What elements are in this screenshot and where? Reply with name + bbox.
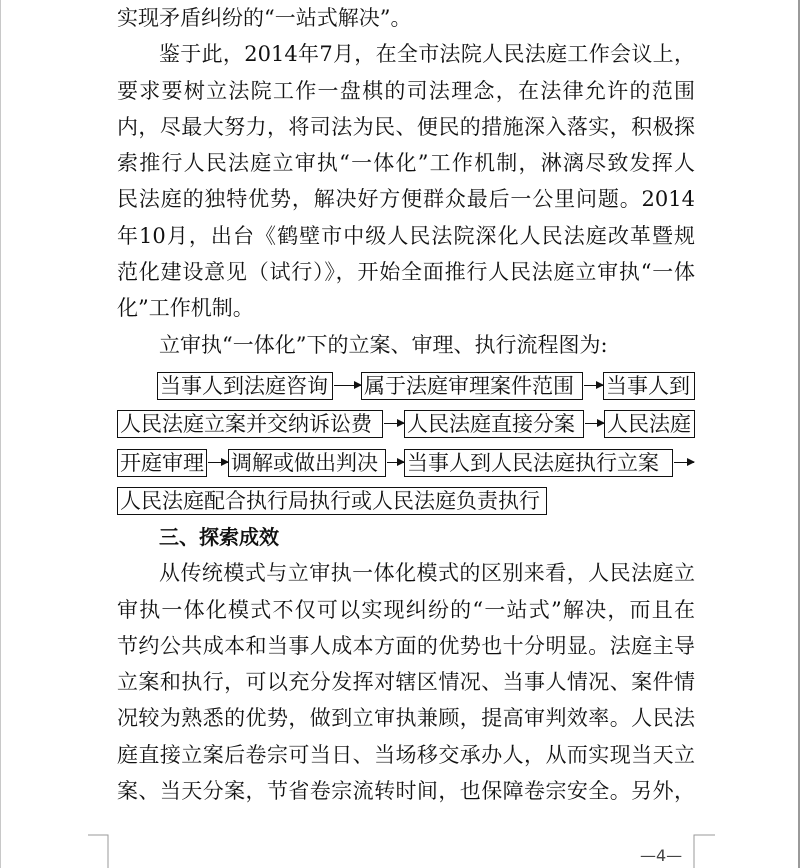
body-text-bottom <box>117 519 695 809</box>
text-line: 案、当天分案，节省卷宗流转时间，也保障卷宗安全。另外， <box>117 779 695 804</box>
page-number: —4— <box>640 846 683 865</box>
flow-step-scope: 属于法庭审理案件范围 <box>361 372 583 400</box>
text-line: 要求要树立法院工作一盘棋的司法理念，在法律允许的范围 <box>117 78 695 103</box>
page-left-edge <box>0 0 1 868</box>
text-line: 索推行人民法庭立审执“一体化”工作机制，淋漓尽致发挥人 <box>117 151 695 176</box>
flow-step-enforce-file: 当事人到人民法庭执行立案 <box>404 449 673 477</box>
text-line: 况较为熟悉的优势，做到立审执兼顾，提高审判效率。人民法 <box>117 706 695 731</box>
flow-step-assign: 人民法庭直接分案 <box>404 410 584 438</box>
flow-arrow <box>584 385 603 386</box>
text-line: 实现矛盾纠纷的“一站式解决”。 <box>117 6 412 30</box>
text-line: 庭直接立案后卷宗可当日、当场移交承办人，从而实现当天立 <box>117 742 695 767</box>
text-line: 立案和执行，可以充分发挥对辖区情况、当事人情况、案件情 <box>117 670 695 695</box>
flow-arrow <box>208 462 228 463</box>
flow-step-consult: 当事人到法庭咨询 <box>157 372 333 400</box>
text-line: 范化建设意见（试行）》，开始全面推行人民法庭立审执“一体 <box>117 260 695 285</box>
flow-step-party: 当事人到 <box>603 372 695 400</box>
text-line: 年10月，出台《鹤壁市中级人民法院深化人民法庭改革暨规 <box>117 223 695 248</box>
text-line: 从传统模式与立审执一体化模式的区别来看，人民法庭立 <box>159 561 695 586</box>
flow-row-1 <box>117 372 695 400</box>
text-line: 立审执“一体化”下的立案、审理、执行流程图为: <box>159 332 608 357</box>
flow-step-file-case: 人民法庭立案并交纳诉讼费 <box>117 410 383 438</box>
crop-mark-left <box>88 834 110 868</box>
flow-row-4 <box>117 487 695 515</box>
flow-row-3 <box>117 449 695 477</box>
flow-arrow <box>674 462 694 463</box>
text-line: 内，尽最大努力，将司法为民、便民的措施深入落实，积极探 <box>117 114 695 139</box>
text-line: 审执一体化模式不仅可以实现纠纷的“一站式”解决，而且在 <box>117 597 695 622</box>
section-heading: 三、探索成效 <box>159 525 279 549</box>
crop-mark-right <box>692 834 716 868</box>
flow-arrow <box>334 385 361 386</box>
text-line: 化”工作机制。 <box>117 296 254 321</box>
flow-row-2 <box>117 410 695 438</box>
flow-arrow <box>387 462 404 463</box>
text-line: 鉴于此，2014年7月，在全市法院人民法庭工作会议上， <box>159 42 695 67</box>
flow-arrow <box>585 423 604 424</box>
flow-step-trial: 开庭审理 <box>117 449 207 477</box>
flow-step-court: 人民法庭 <box>604 410 695 438</box>
flow-arrow <box>384 423 404 424</box>
flow-step-judgment: 调解或做出判决 <box>228 449 386 477</box>
body-text-top <box>117 0 695 363</box>
text-line: 节约公共成本和当事人成本方面的优势也十分明显。法庭主导 <box>117 633 695 658</box>
flow-step-execute: 人民法庭配合执行局执行或人民法庭负责执行 <box>117 487 547 515</box>
text-line: 民法庭的独特优势，解决好方便群众最后一公里问题。2014 <box>117 187 695 212</box>
